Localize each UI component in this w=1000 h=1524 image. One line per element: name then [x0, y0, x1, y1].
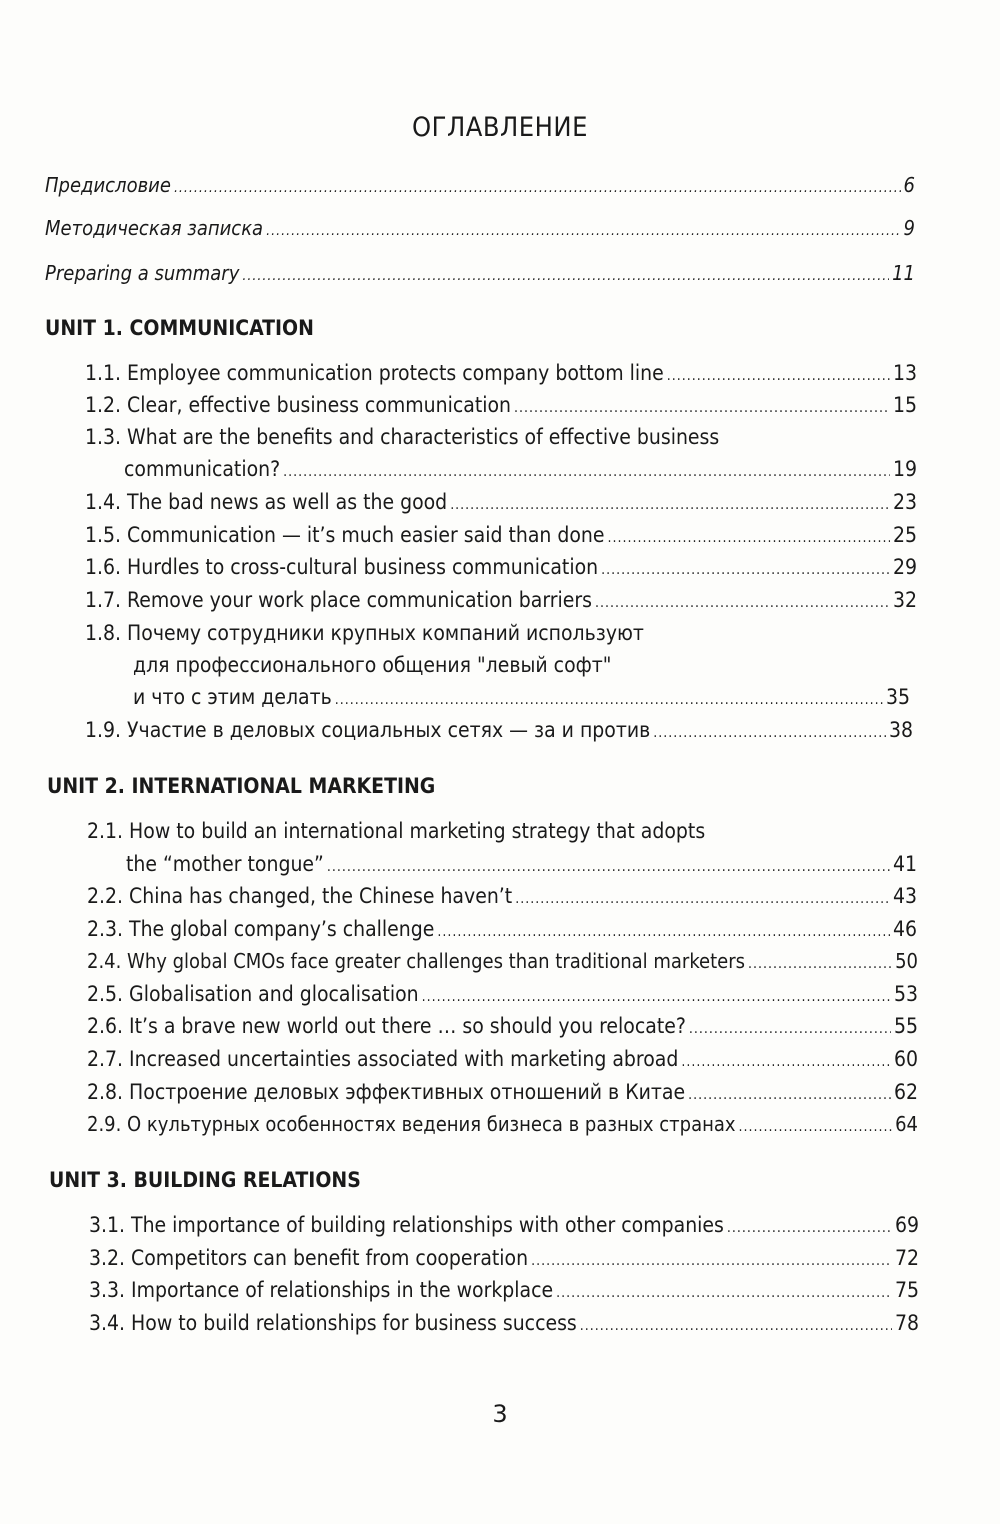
entry-page: 69 — [894, 1213, 919, 1237]
toc-entry-1-8[interactable] — [133, 682, 910, 715]
entry-label: Preparing a summary — [45, 261, 240, 285]
toc-entry-2-5[interactable] — [87, 979, 918, 1012]
entry-page: 23 — [892, 490, 917, 514]
entry-page: 50 — [895, 949, 918, 973]
toc-entry-3-1[interactable] — [89, 1210, 919, 1243]
entry-label: Globalisation and glocalisation — [129, 982, 419, 1006]
entry-label: How to build relationships for business success — [131, 1311, 577, 1335]
entry-page: 60 — [893, 1047, 918, 1071]
dot-leader — [739, 1112, 893, 1142]
page-number: 3 — [492, 1400, 508, 1428]
entry-page: 15 — [892, 393, 917, 417]
entry-label: The bad news as well as the good — [127, 490, 448, 514]
toc-entry-1-8-line1[interactable] — [85, 618, 644, 648]
entry-number: 2.6. — [87, 1014, 124, 1038]
entry-number: 1.1. — [85, 361, 122, 385]
toc-entry-1-6[interactable] — [85, 552, 917, 585]
entry-number: 1.8. — [85, 621, 122, 645]
dot-leader — [335, 685, 883, 715]
unit-2-heading: UNIT 2. INTERNATIONAL MARKETING — [47, 774, 436, 798]
dot-leader — [327, 852, 890, 882]
entry-number: 3.1. — [89, 1213, 126, 1237]
dot-leader — [283, 457, 890, 487]
dot-leader — [437, 917, 890, 947]
entry-page: 62 — [893, 1080, 918, 1104]
entry-label: Методическая записка — [45, 216, 264, 240]
entry-number: 1.4. — [85, 490, 122, 514]
toc-entry-preface[interactable] — [45, 170, 915, 203]
entry-label: How to build an international marketing strategy that adopts — [129, 819, 706, 843]
entry-label: Clear, effective business communication — [127, 393, 512, 417]
entry-number: 2.5. — [87, 982, 124, 1006]
entry-number: 2.4. — [87, 949, 122, 973]
toc-entry-2-8[interactable] — [87, 1077, 918, 1110]
toc-entry-2-6[interactable] — [87, 1011, 918, 1044]
dot-leader — [514, 393, 890, 423]
entry-number: 1.5. — [85, 523, 122, 547]
entry-label: Employee communication protects company bottom line — [127, 361, 664, 385]
entry-number: 2.8. — [87, 1080, 124, 1104]
entry-page: 64 — [895, 1112, 918, 1136]
entry-number: 1.6. — [85, 555, 122, 579]
entry-number: 3.4. — [89, 1311, 126, 1335]
entry-label-cont: the “mother tongue” — [126, 852, 324, 876]
entry-label: What are the benefits and characteristics of effective business — [127, 425, 720, 449]
entry-number: 1.2. — [85, 393, 122, 417]
entry-page: 55 — [893, 1014, 918, 1038]
entry-label: Importance of relationships in the workplace — [131, 1278, 554, 1302]
toc-entry-3-2[interactable] — [89, 1243, 919, 1276]
entry-label: China has changed, the Chinese haven’t — [129, 884, 513, 908]
entry-number: 2.7. — [87, 1047, 124, 1071]
toc-entry-2-7[interactable] — [87, 1044, 918, 1077]
dot-leader — [556, 1278, 892, 1308]
toc-entry-1-4[interactable] — [85, 487, 917, 520]
entry-page: 72 — [894, 1246, 919, 1270]
toc-entry-preparing-summary[interactable] — [45, 258, 915, 291]
toc-entry-methodical-note[interactable] — [45, 213, 915, 246]
entry-number: 3.3. — [89, 1278, 126, 1302]
entry-label: Competitors can benefit from cooperation — [131, 1246, 529, 1270]
entry-label: The global company’s challenge — [129, 917, 435, 941]
entry-page: 43 — [892, 884, 917, 908]
entry-number: 2.2. — [87, 884, 124, 908]
toc-entry-2-1-line1[interactable] — [87, 816, 705, 846]
dot-leader — [580, 1311, 892, 1341]
dot-leader — [688, 1080, 891, 1110]
dot-leader — [667, 361, 890, 391]
entry-page: 6 — [903, 173, 915, 197]
entry-page: 53 — [893, 982, 918, 1006]
entry-number: 2.9. — [87, 1112, 122, 1136]
dot-leader — [681, 1047, 891, 1077]
dot-leader — [242, 261, 889, 291]
toc-entry-2-1[interactable] — [126, 849, 917, 882]
toc-entry-1-3[interactable] — [124, 454, 917, 487]
toc-entry-2-9[interactable] — [87, 1109, 918, 1142]
entry-number: 1.3. — [85, 425, 122, 449]
unit-1-heading: UNIT 1. COMMUNICATION — [45, 316, 314, 340]
entry-label: Increased uncertainties associated with marketing abroad — [129, 1047, 679, 1071]
entry-page: 46 — [892, 917, 917, 941]
entry-number: 2.1. — [87, 819, 124, 843]
entry-label-cont: communication? — [124, 457, 281, 481]
toc-entry-1-2[interactable] — [85, 390, 917, 423]
dot-leader — [595, 588, 890, 618]
entry-label: Предисловие — [45, 173, 171, 197]
dot-leader — [531, 1246, 892, 1276]
entry-label: Remove your work place communication barriers — [127, 588, 592, 612]
entry-page: 25 — [892, 523, 917, 547]
entry-label: Построение деловых эффективных отношений в Китае — [129, 1080, 686, 1104]
entry-label: The importance of building relationships with other companies — [131, 1213, 724, 1237]
toc-title: ОГЛАВЛЕНИЕ — [412, 112, 588, 143]
toc-entry-1-5[interactable] — [85, 520, 917, 553]
entry-page: 19 — [892, 457, 917, 481]
toc-entry-1-9[interactable] — [85, 715, 913, 748]
toc-entry-1-3-line1[interactable] — [85, 422, 719, 452]
entry-page: 32 — [892, 588, 917, 612]
toc-entry-1-8-line2: для профессионального общения "левый софт" — [133, 653, 612, 677]
dot-leader — [266, 216, 900, 246]
toc-entry-3-4[interactable] — [89, 1308, 919, 1341]
entry-label: Участие в деловых социальных сетях — за и против — [127, 718, 651, 742]
dot-leader — [422, 982, 891, 1012]
dot-leader — [608, 523, 890, 553]
entry-label: Hurdles to cross-cultural business communication — [127, 555, 599, 579]
entry-label: Why global CMOs face greater challenges than traditional marketers — [127, 949, 745, 973]
entry-page: 13 — [892, 361, 917, 385]
entry-page: 75 — [894, 1278, 919, 1302]
entry-label: Почему сотрудники крупных компаний используют — [127, 621, 644, 645]
entry-page: 11 — [892, 261, 915, 285]
toc-entry-2-2[interactable] — [87, 881, 917, 914]
entry-label: It’s a brave new world out there … so should you relocate? — [129, 1014, 686, 1038]
toc-entry-1-7[interactable] — [85, 585, 917, 618]
dot-leader — [515, 884, 890, 914]
entry-page: 35 — [885, 685, 910, 709]
entry-label: О культурных особенностях ведения бизнеса в разных странах — [127, 1112, 736, 1136]
entry-number: 1.9. — [85, 718, 122, 742]
dot-leader — [689, 1014, 891, 1044]
dot-leader — [601, 555, 890, 585]
dot-leader — [174, 173, 901, 203]
dot-leader — [727, 1213, 892, 1243]
entry-number: 1.7. — [85, 588, 122, 612]
dot-leader — [653, 718, 886, 748]
entry-label-cont: и что с этим делать — [133, 685, 332, 709]
dot-leader — [450, 490, 890, 520]
toc-entry-1-1[interactable] — [85, 358, 917, 391]
entry-page: 38 — [888, 718, 913, 742]
toc-entry-3-3[interactable] — [89, 1275, 919, 1308]
toc-entry-2-3[interactable] — [87, 914, 917, 947]
entry-label: Communication — it’s much easier said than done — [127, 523, 605, 547]
dot-leader — [748, 949, 892, 979]
entry-page: 41 — [892, 852, 917, 876]
unit-3-heading: UNIT 3. BUILDING RELATIONS — [49, 1168, 361, 1192]
toc-entry-2-4[interactable] — [87, 946, 918, 979]
entry-number: 3.2. — [89, 1246, 126, 1270]
entry-page: 9 — [903, 216, 915, 240]
entry-number: 2.3. — [87, 917, 124, 941]
entry-page: 78 — [894, 1311, 919, 1335]
entry-page: 29 — [892, 555, 917, 579]
